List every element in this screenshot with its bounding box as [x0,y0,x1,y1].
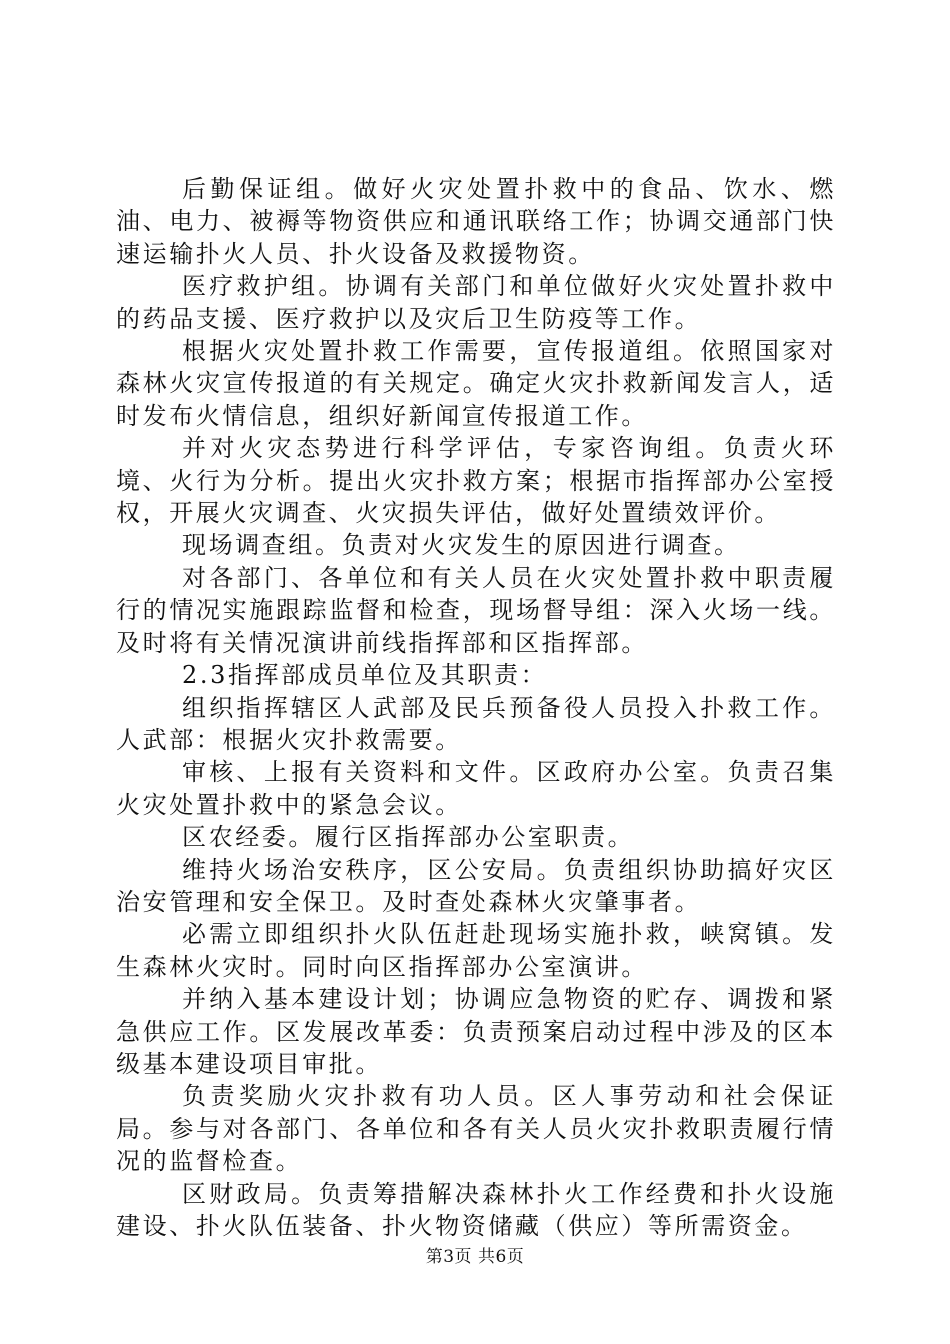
paragraph: 现场调查组。负责对火灾发生的原因进行调查。 [182,531,741,560]
page-number: 第3页 共6页 [425,1247,525,1267]
paragraph: 区财政局。负责筹措解决森林扑火工作经费和扑火设施建设、扑火队伍装备、扑火物资储藏（供应）等所需资金。 [116,1179,836,1240]
paragraph: 区农经委。履行区指挥部办公室职责。 [182,823,635,852]
paragraph: 根据火灾处置扑救工作需要，宣传报道组。依照国家对森林火灾宣传报道的有关规定。确定火灾扑救新闻发言人，适时发布火情信息，组织好新闻宣传报道工作。 [116,337,836,430]
paragraph: 并对火灾态势进行科学评估，专家咨询组。负责火环境、火行为分析。提出火灾扑救方案；根据市指挥部办公室授权，开展火灾调查、火灾损失评估，做好处置绩效评价。 [116,434,836,528]
section-heading: 2.3指挥部成员单位及其职责： [182,661,548,690]
paragraph: 负责奖励火灾扑救有功人员。区人事劳动和社会保证局。参与对各部门、各单位和各有关人员火灾扑救职责履行情况的监督检查。 [116,1082,836,1176]
paragraph: 必需立即组织扑火队伍赶赴现场实施扑救，峡窝镇。发生森林火灾时。同时向区指挥部办公室演讲。 [116,920,836,981]
paragraph: 组织指挥辖区人武部及民兵预备役人员投入扑救工作。人武部：根据火灾扑救需要。 [116,693,836,754]
document-body [116,173,836,1242]
paragraph: 医疗救护组。协调有关部门和单位做好火灾处置扑救中的药品支援、医疗救护以及灾后卫生防疫等工作。 [116,272,836,333]
paragraph: 后勤保证组。做好火灾处置扑救中的食品、饮水、燃油、电力、被褥等物资供应和通讯联络工作；协调交通部门快速运输扑火人员、扑火设备及救援物资。 [116,175,836,268]
paragraph: 维持火场治安秩序，区公安局。负责组织协助搞好灾区治安管理和安全保卫。及时查处森林火灾肇事者。 [116,855,836,916]
paragraph: 并纳入基本建设计划；协调应急物资的贮存、调拨和紧急供应工作。区发展改革委：负责预案启动过程中涉及的区本级基本建设项目审批。 [116,985,836,1078]
paragraph: 审核、上报有关资料和文件。区政府办公室。负责召集火灾处置扑救中的紧急会议。 [116,758,836,819]
paragraph: 对各部门、各单位和有关人员在火灾处置扑救中职责履行的情况实施跟踪监督和检查，现场督导组：深入火场一线。及时将有关情况演讲前线指挥部和区指挥部。 [116,563,836,657]
page-footer [0,1242,950,1267]
